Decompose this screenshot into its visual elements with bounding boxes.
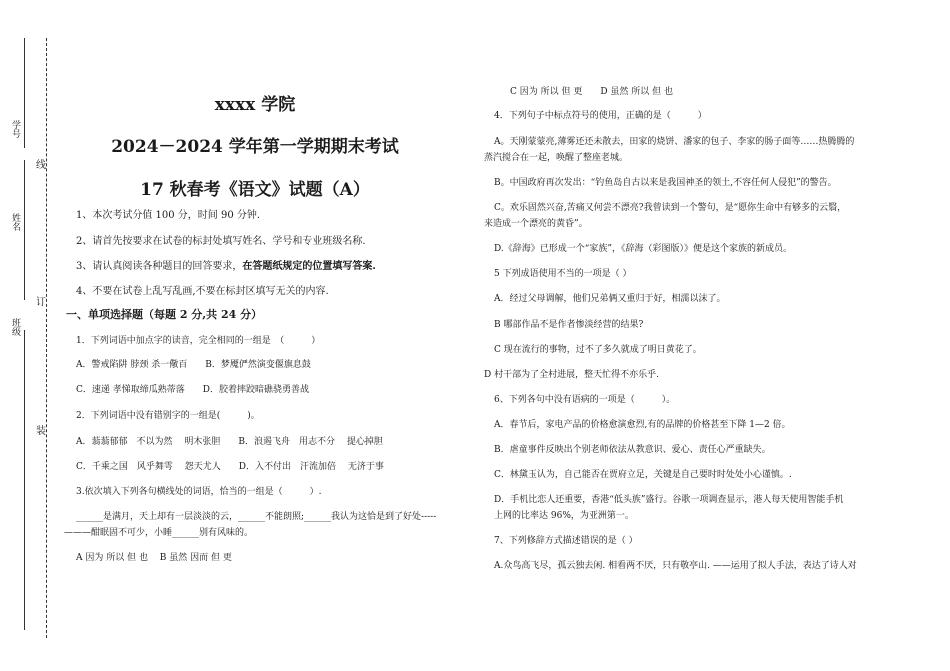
q6-option-d-line-2: 上网的比率达 96%，为亚洲第一。 bbox=[494, 511, 634, 521]
q1-stem: 1．下列词语中加点字的读音，完全相同的一组是 （ ） bbox=[76, 336, 321, 346]
name-label: 姓名 bbox=[10, 213, 20, 231]
class-label: 班级 bbox=[10, 318, 20, 336]
q6-stem: 6、下列各句中没有语病的一项是（ ）。 bbox=[494, 395, 676, 405]
instruction-3: 3、请认真阅读各种题目的回答要求，在答题纸规定的位置填写答案. bbox=[76, 261, 376, 272]
q4-option-b: B。中国政府再次发出：“钓鱼岛自古以来是我国神圣的领土,不容任何人侵犯”的警告。 bbox=[494, 178, 837, 188]
q2-stem: 2．下列词语中没有错别字的一组是( )。 bbox=[76, 411, 260, 421]
school-title: xxxx 学院 bbox=[214, 95, 296, 115]
q2-options-cd: C．千乘之国 风乎舞雩 怨天尤人 D．入不付出 汗流加倍 无济于事 bbox=[76, 462, 384, 472]
q5-option-d: D 村干部为了全村进展，整天忙得不亦乐乎. bbox=[484, 370, 659, 380]
binding-char-ding: 订 bbox=[36, 291, 46, 310]
class-underline bbox=[24, 330, 25, 630]
q6-option-a: A．春节后，家电产品的价格愈演愈烈,有的品牌的价格甚至下降 1—2 倍。 bbox=[494, 420, 791, 430]
q3-text-line-1: ______是满月，天上却有一层淡淡的云，______不能朗照;______我认为这恰是到了好处----- bbox=[76, 512, 437, 522]
q3-stem: 3.依次填入下列各句横线处的词语，恰当的一组是（ ）. bbox=[76, 487, 322, 497]
q4-option-d: D.《辞海》已形成一个“家族”，《辞海（彩图版）》便是这个家族的新成员。 bbox=[494, 244, 792, 254]
binding-char-zhuang: 装 bbox=[36, 420, 46, 439]
binding-dashed-line bbox=[46, 38, 47, 638]
instruction-2: 2、请首先按要求在试卷的标封处填写姓名、学号和专业班级名称. bbox=[76, 236, 366, 247]
q5-option-b: B 哪部作品不是作者惨淡经营的结果? bbox=[494, 320, 644, 330]
q4-option-c-line-1: C。欢乐固然兴奋,苦痛又何尝不漂亮?我曾读到一个警句，是“愿你生命中有够多的云翳， bbox=[494, 203, 847, 213]
q1-options-ab: A．警戒陷阱 脖颈 杀一儆百 B．梦魇俨然演变偃旗息鼓 bbox=[76, 360, 311, 370]
exam-title: 2024－2024 学年第一学期期末考试 bbox=[111, 137, 399, 157]
q3-options-cd: C 因为 所以 但 更 D 虽然 所以 但 也 bbox=[510, 87, 673, 97]
student-id-label: 学号 bbox=[10, 120, 20, 138]
q5-option-a: A．经过父母调解，他们兄弟俩又重归于好，相濡以沫了。 bbox=[494, 294, 726, 304]
name-underline bbox=[24, 160, 25, 300]
q6-option-b: B．虐童事件反映出个别老师依法从教意识、爱心、责任心严重缺失。 bbox=[494, 445, 771, 455]
section-1-heading: 一、单项选择题（每题 2 分,共 24 分） bbox=[66, 308, 263, 321]
q3-text-line-2: ———酣眠固不可少，小睡______别有风味的。 bbox=[64, 528, 254, 538]
q6-option-c: C．林黛玉认为，自己能否在贾府立足，关键是自己要时时处处小心谨慎。. bbox=[494, 470, 792, 480]
q4-option-c-line-2: 来造成一个漂亮的黄昏”。 bbox=[484, 219, 588, 229]
q5-option-c: C 现在流行的事物，过不了多久就成了明日黄花了。 bbox=[494, 345, 702, 355]
q4-option-a-line-1: A。天刚蒙蒙亮,薄雾还还未散去，田家的烧饼、潘家的包子、李家的肠子面等……热腾腾的 bbox=[494, 137, 855, 147]
binding-char-xian: 线 bbox=[36, 154, 46, 173]
q6-option-d-line-1: D．手机比恋人还重要，香港“低头族”盛行。谷歌一项调查显示，港人每天使用智能手机 bbox=[494, 495, 844, 505]
q1-options-cd: C．速递 孝悌取缔瓜熟蒂落 D．胶着摔跤暗礁骁勇善战 bbox=[76, 385, 309, 395]
subject-title: 17 秋春考《语文》试题（A） bbox=[140, 180, 370, 200]
instruction-3-bold: 在答题纸规定的位置填写答案. bbox=[242, 261, 376, 272]
q4-stem: 4．下列句子中标点符号的使用，正确的是（ ） bbox=[494, 111, 707, 121]
q3-options-ab: A 因为 所以 但 也 B 虽然 因而 但 更 bbox=[76, 553, 232, 563]
instruction-4: 4、不要在试卷上乱写乱画,不要在标封区填写无关的内容. bbox=[76, 286, 329, 297]
student-id-underline bbox=[24, 38, 25, 148]
q7-option-a-line-1: A.众鸟高飞尽，孤云独去闲. 相看两不厌，只有敬亭山. ——运用了拟人手法，表达了诗人对 bbox=[494, 561, 857, 571]
q7-stem: 7、下列修辞方式描述错误的是（ ） bbox=[494, 536, 638, 546]
q4-option-a-line-2: 蒸汽搅合在一起，唤醒了整座老城。 bbox=[484, 153, 629, 163]
binding-margin bbox=[0, 0, 60, 671]
q5-stem: 5 下列成语使用不当的一项是（ ） bbox=[494, 269, 632, 279]
instruction-1: 1、本次考试分值 100 分，时间 90 分钟. bbox=[76, 210, 261, 221]
q2-options-ab: A．蓊蓊郁郁 不以为然 明木张胆 B．浪遏飞舟 用志不分 提心掉胆 bbox=[76, 437, 383, 447]
